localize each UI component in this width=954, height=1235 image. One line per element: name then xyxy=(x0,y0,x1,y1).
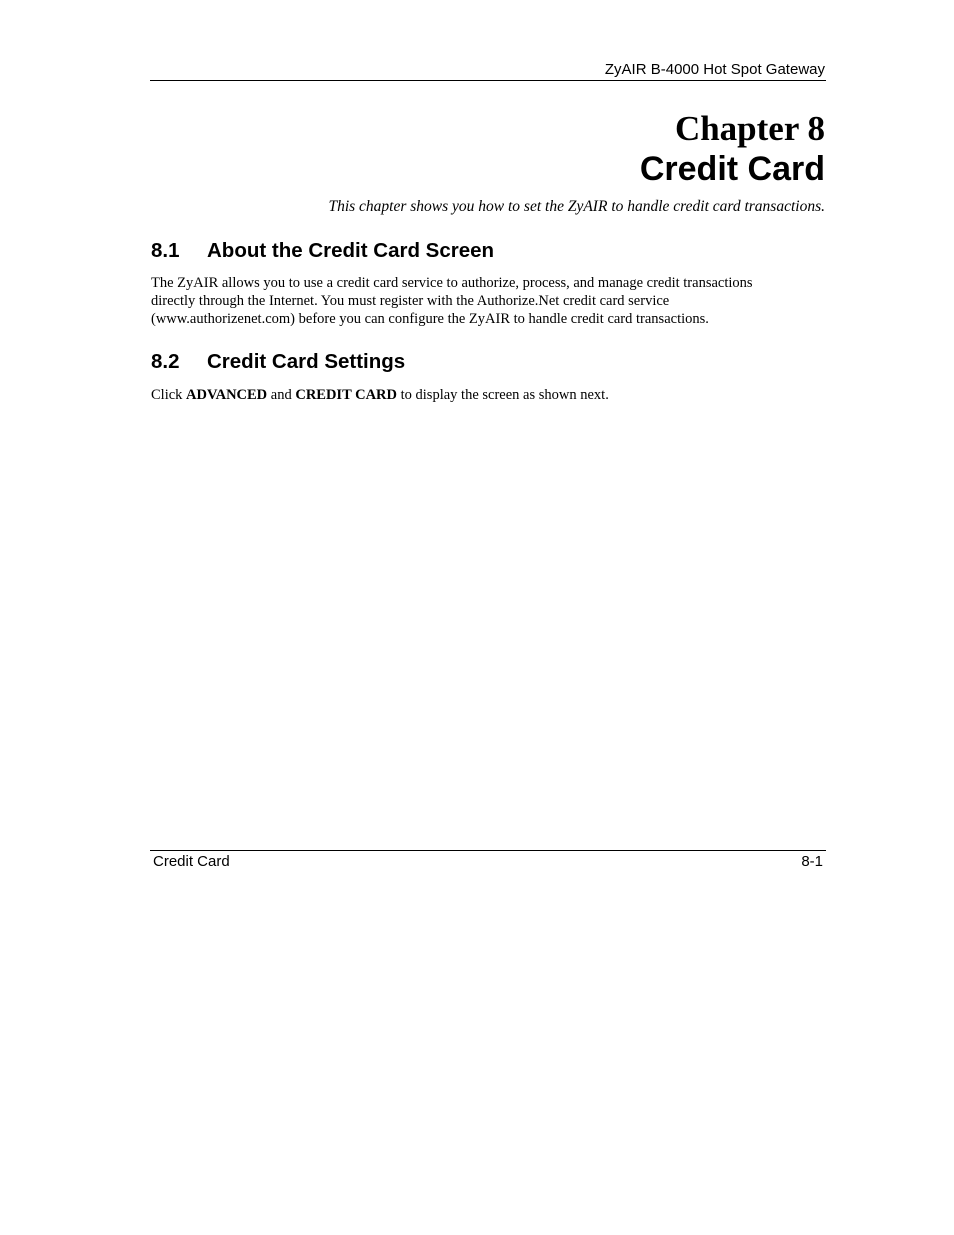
page-header xyxy=(150,60,826,81)
chapter-number: Chapter 8 xyxy=(674,109,825,148)
chapter-title: Credit Card xyxy=(639,150,825,188)
text-run: and xyxy=(267,387,296,403)
page-footer xyxy=(150,850,826,875)
section-title: Credit Card Settings xyxy=(207,350,406,373)
footer-section-name: Credit Card xyxy=(153,853,230,870)
paragraph-line: The ZyAIR allows you to use a credit card service to authorize, process, and manage credit transactions xyxy=(151,275,753,291)
section-title: About the Credit Card Screen xyxy=(207,239,495,262)
section-paragraph xyxy=(151,274,831,328)
section-heading-8-1 xyxy=(151,239,494,263)
text-run: Click xyxy=(151,387,187,403)
section-number: 8.1 xyxy=(151,239,180,262)
menu-advanced-label: ADVANCED xyxy=(186,387,268,403)
instruction-text xyxy=(151,386,831,404)
menu-credit-card-label: CREDIT CARD xyxy=(295,387,397,403)
page-number: 8-1 xyxy=(801,853,823,870)
text-run: to display the screen as shown next. xyxy=(397,387,609,403)
paragraph-line: directly through the Internet. You must register with the Authorize.Net credit card service xyxy=(151,293,670,309)
section-paragraph xyxy=(151,386,831,404)
chapter-heading xyxy=(640,109,825,189)
chapter-intro: This chapter shows you how to set the ZyAIR to handle credit card transactions. xyxy=(328,198,825,215)
section-heading-8-2 xyxy=(151,350,405,374)
section-number: 8.2 xyxy=(151,350,180,373)
header-title: ZyAIR B-4000 Hot Spot Gateway xyxy=(604,61,825,78)
paragraph-line: (www.authorizenet.com) before you can configure the ZyAIR to handle credit card transactions. xyxy=(151,311,709,327)
